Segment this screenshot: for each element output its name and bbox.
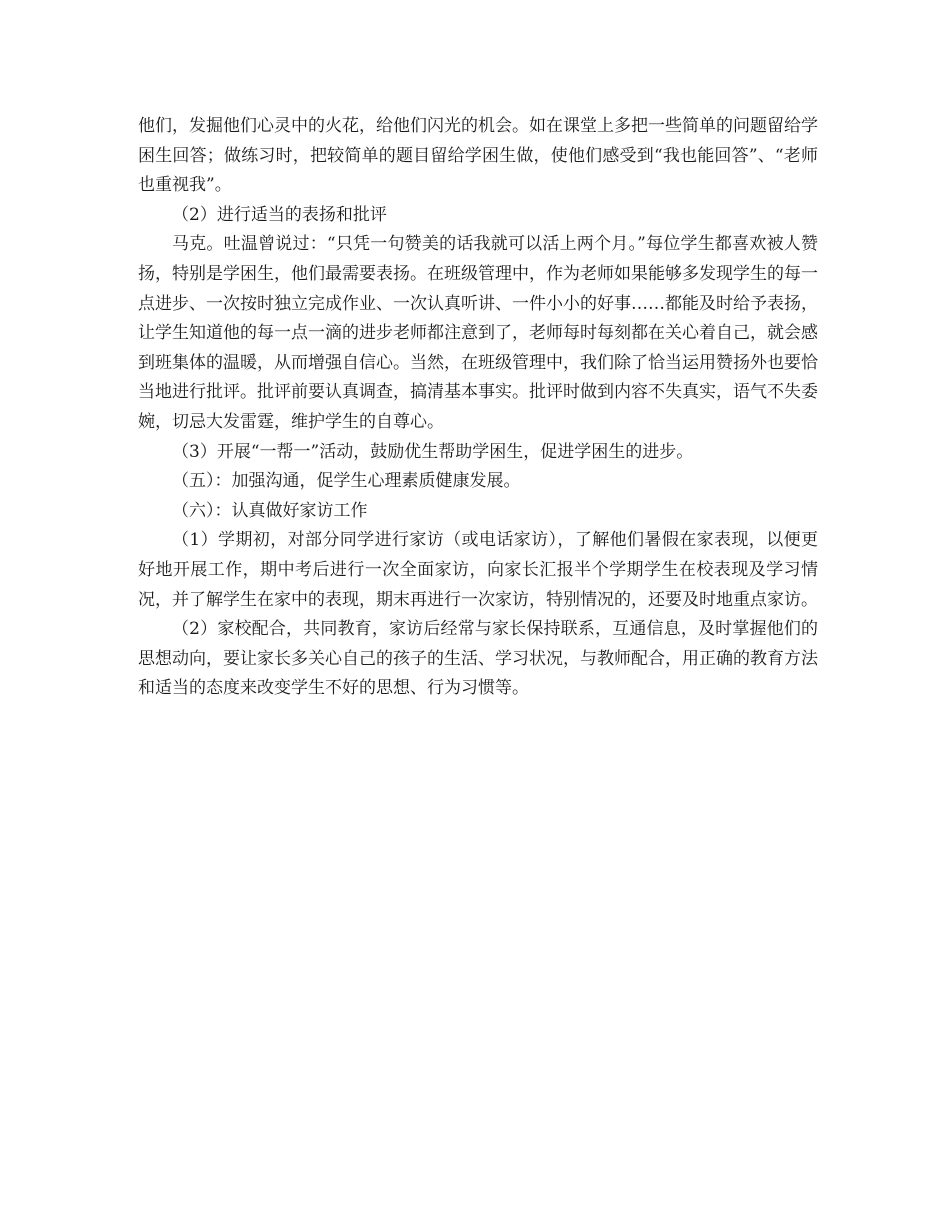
paragraph-praise: 马克。吐温曾说过：“只凭一句赞美的话我就可以活上两个月。”每位学生都喜欢被人赞扬，特别是学困生，他们最需要表扬。在班级管理中，作为老师如果能够多发现学生的每一点进步、一次按时独立完成作业、一次认真听讲、一件小小的好事……都能及时给予表扬，让学生知道他的每一点一滴的进步老师都注意到了，老师每时每刻都在关心着自己，就会感到班集体的温暖，从而增强自信心。当然，在班级管理中，我们除了恰当运用赞扬外也要恰当地进行批评。批评前要认真调查，搞清基本事实。批评时做到内容不失真实，语气不失委婉，切忌大发雷霆，维护学生的自尊心。 (138, 234, 818, 432)
document-body (138, 112, 818, 704)
subheading-praise-criticism: （2）进行适当的表扬和批评 (172, 204, 387, 225)
paragraph-peer-help: （3）开展“一帮一”活动，鼓励优生帮助学困生，促进学困生的进步。 (172, 441, 694, 462)
paragraph-continuation: 他们，发掘他们心灵中的火花，给他们闪光的机会。如在课堂上多把一些简单的问题留给学困生回答；做练习时，把较简单的题目留给学困生做，使他们感受到“我也能回答”、“老师也重视我”。 (138, 116, 818, 196)
section-heading-communication: （五）：加强沟通，促学生心理素质健康发展。 (172, 471, 521, 492)
paragraph-home-school-cooperation: （2）家校配合，共同教育，家访后经常与家长保持联系，互通信息，及时掌握他们的思想动向，要让家长多关心自己的孩子的生活、学习状况，与教师配合，用正确的教育方法和适当的态度来改变学生不好的思想、行为习惯等。 (138, 619, 818, 699)
paragraph-home-visit-plan: （1）学期初，对部分同学进行家访（或电话家访），了解他们暑假在家表现，以便更好地开展工作，期中考后进行一次全面家访，向家长汇报半个学期学生在校表现及学习情况，并了解学生在家中的表现，期末再进行一次家访，特别情况的，还要及时地重点家访。 (138, 530, 818, 610)
section-heading-home-visits: （六）：认真做好家访工作 (172, 500, 368, 521)
